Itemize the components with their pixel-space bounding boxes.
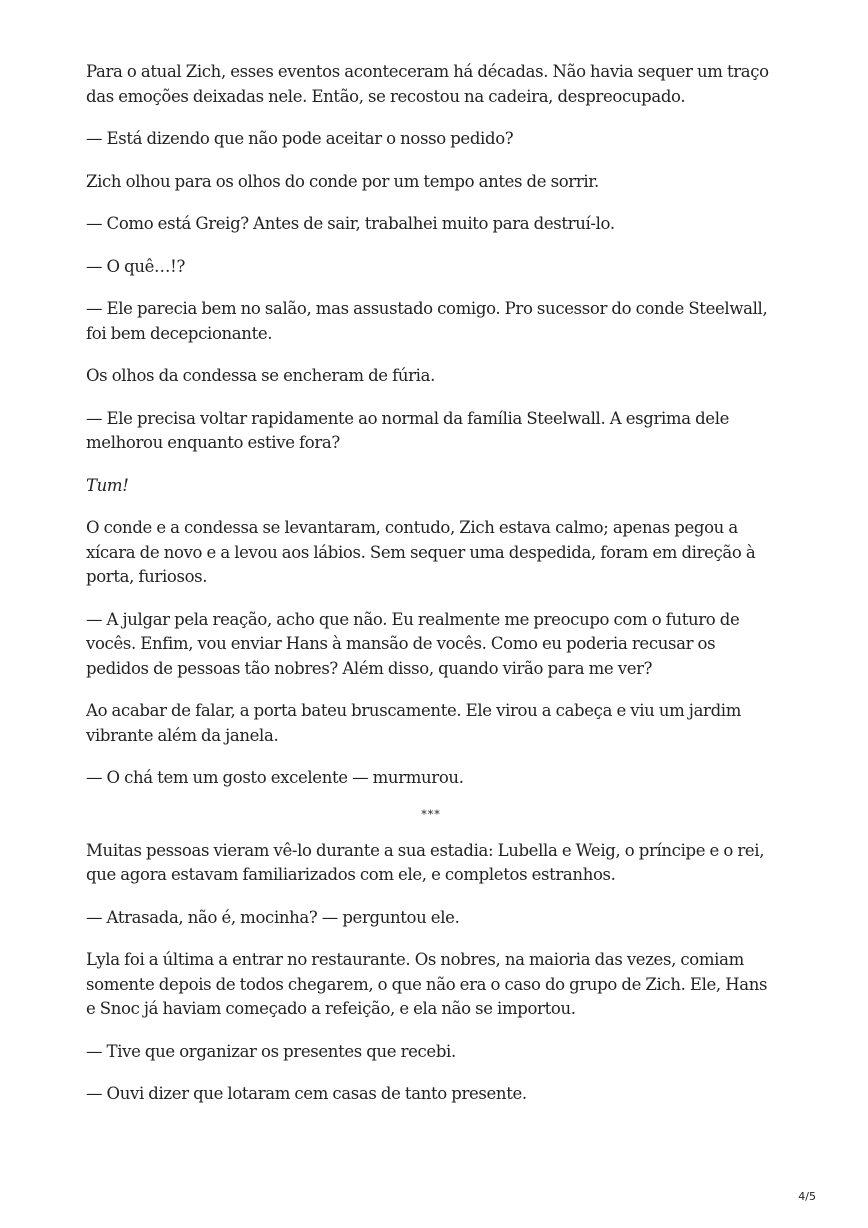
paragraph: Ao acabar de falar, a porta bateu bruscamente. Ele virou a cabeça e viu um jardim vibrante além da janela. xyxy=(86,701,742,745)
dialogue-line: — Tive que organizar os presentes que recebi. xyxy=(86,1041,456,1061)
dialogue-line: — Está dizendo que não pode aceitar o nosso pedido? xyxy=(86,129,514,148)
paragraph: Lyla foi a última a entrar no restaurante. Os nobres, na maioria das vezes, comiam somente depois de todos chegarem, o que não era o caso do grupo de Zich. Ele, Hans e Snoc já haviam começado a refeição, e ela não se importou. xyxy=(86,950,768,1018)
dialogue-line: — Ele parecia bem no salão, mas assustado comigo. Pro sucessor do conde Steelwall, foi bem decepcionante. xyxy=(86,299,768,343)
dialogue-line: — A julgar pela reação, acho que não. Eu realmente me preocupo com o futuro de vocês. Enfim, vou enviar Hans à mansão de vocês. Como eu poderia recusar os pedidos de pessoas tão nobres? Além disso, quando virão para me ver? xyxy=(86,609,740,678)
dialogue-line: — O chá tem um gosto excelente — murmurou. xyxy=(86,768,464,787)
dialogue-line: — Atrasada, não é, mocinha? — perguntou ele. xyxy=(86,907,460,927)
dialogue-line: — O quê…!? xyxy=(86,256,185,276)
paragraph: Muitas pessoas vieram vê-lo durante a sua estadia: Lubella e Weig, o príncipe e o rei, que agora estavam familiarizados com ele, e completos estranhos. xyxy=(86,840,765,884)
dialogue-line: — Ele precisa voltar rapidamente ao normal da família Steelwall. A esgrima dele melhorou enquanto estive fora? xyxy=(86,408,730,452)
paragraph: O conde e a condessa se levantaram, contudo, Zich estava calmo; apenas pegou a xícara de novo e a levou aos lábios. Sem sequer uma despedida, foram em direção à porta, furiosos. xyxy=(86,518,756,586)
sound-effect: Tum! xyxy=(86,475,129,495)
paragraph: Os olhos da condessa se encheram de fúria. xyxy=(86,366,435,385)
document-page xyxy=(86,60,776,1125)
paragraph: Zich olhou para os olhos do conde por um tempo antes de sorrir. xyxy=(86,171,599,191)
scene-separator: *** xyxy=(421,807,441,821)
page-number: 4/5 xyxy=(798,1190,816,1203)
paragraph: Para o atual Zich, esses eventos aconteceram há décadas. Não havia sequer um traço das emoções deixadas nele. Então, se recostou na cadeira, despreocupado. xyxy=(86,62,769,106)
dialogue-line: — Como está Greig? Antes de sair, trabalhei muito para destruí-lo. xyxy=(86,214,615,233)
dialogue-line: — Ouvi dizer que lotaram cem casas de tanto presente. xyxy=(86,1084,527,1103)
